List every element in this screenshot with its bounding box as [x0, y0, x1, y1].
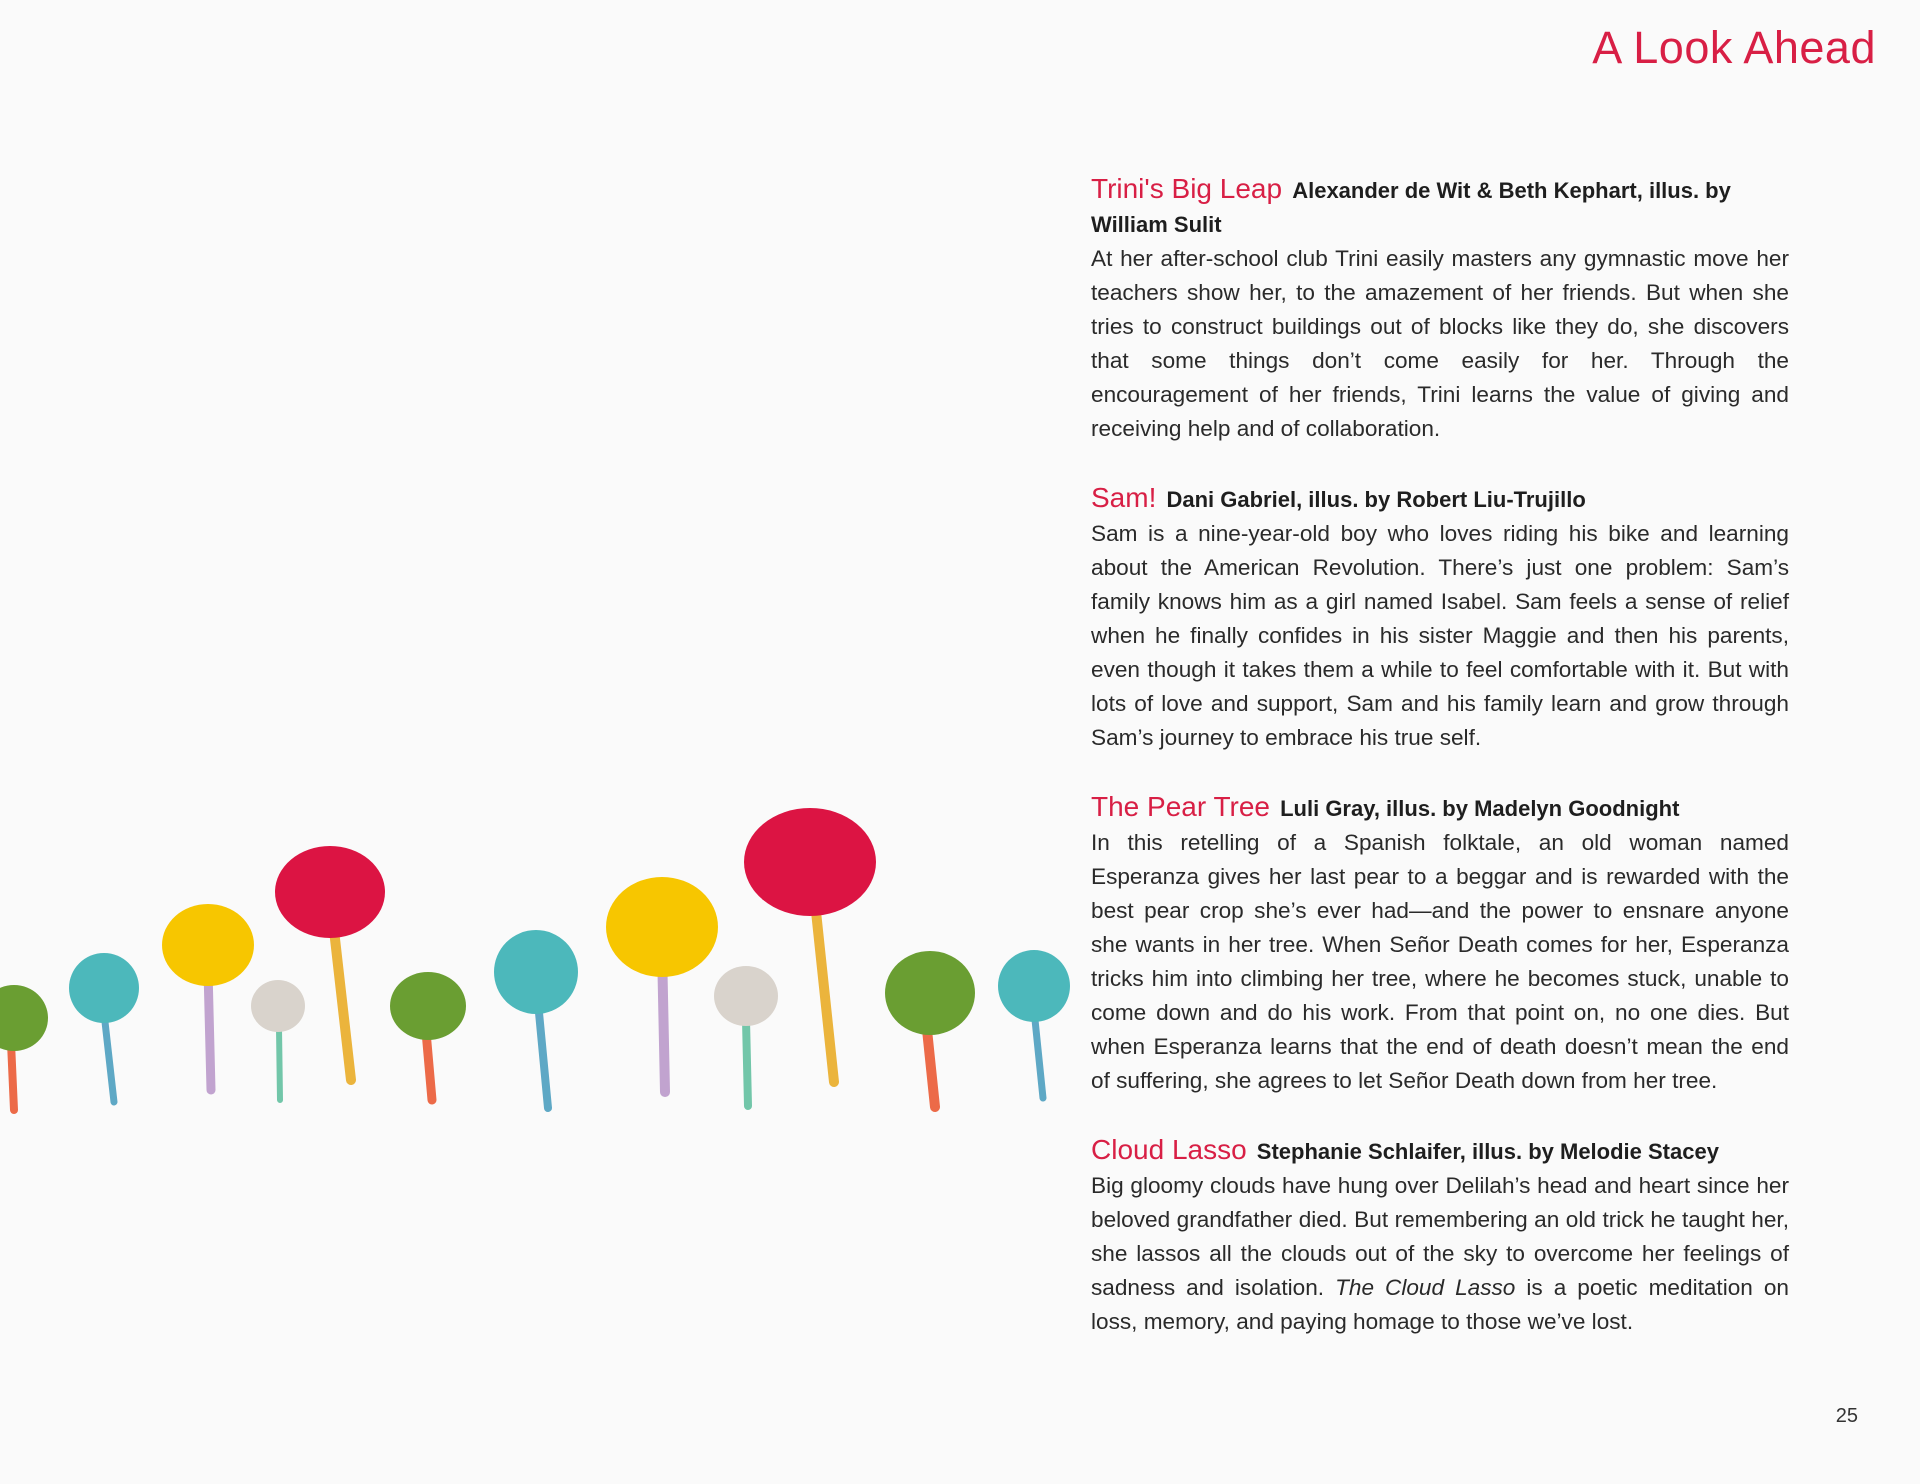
book-entry	[1091, 481, 1789, 755]
book-entry	[1091, 790, 1789, 1098]
book-description	[1091, 1169, 1789, 1339]
tree-green-1	[0, 985, 48, 1110]
book-credit: Luli Gray, illus. by Madelyn Goodnight	[1280, 796, 1680, 821]
book-entry	[1091, 172, 1789, 446]
description-italic-title: The Cloud Lasso	[1335, 1275, 1516, 1300]
tree-grey-2	[714, 966, 778, 1106]
book-list	[1091, 172, 1789, 1374]
book-credit: Stephanie Schlaifer, illus. by Melodie Stacey	[1256, 1139, 1719, 1164]
description-text: is a poetic meditation on loss, memory, and paying homage to those we’ve lost.	[1091, 1275, 1790, 1334]
tree-teal-2	[494, 930, 578, 1108]
tree-red-2	[744, 808, 876, 1082]
description-text: Big gloomy clouds have hung over Delilah’s head and heart since her beloved grandfather died. But remembering an old trick he taught her, she lassos all the clouds out of the sky to overcome her feelings of sadness and isolation.	[1091, 1173, 1789, 1300]
tree-green-2	[390, 972, 466, 1100]
book-description: Sam is a nine-year-old boy who loves riding his bike and learning about the American Revolution. There’s just one problem: Sam’s family knows him as a girl named Isabel. Sam feels a sense of relief when he finally confides in his sister Maggie and then his parents, even though it takes them a while to feel comfortable with it. But with lots of love and support, Sam and his family learn and grow through Sam’s journey to embrace his true self.	[1091, 521, 1789, 750]
book-heading	[1091, 1133, 1789, 1169]
book-title: Trini's Big Leap	[1091, 173, 1283, 204]
book-heading	[1091, 172, 1789, 242]
tree-red-1	[275, 846, 385, 1080]
tree-teal-3	[998, 950, 1070, 1098]
page-number: 25	[1835, 1405, 1858, 1427]
book-title: Sam!	[1091, 482, 1157, 513]
lollipop-trees-illustration	[0, 780, 1080, 1130]
book-description: In this retelling of a Spanish folktale, an old woman named Esperanza gives her last pear to a beggar and is rewarded with the best pear crop she’s ever had—and the power to ensnare anyone she wants in her tree. When Señor Death comes for her, Esperanza tricks him into climbing her tree, where he becomes stuck, unable to come down and do his work. From that point on, no one dies. But when Esperanza learns that the end of death doesn’t mean the end of suffering, she agrees to let Señor Death down from her tree.	[1091, 830, 1789, 1093]
page-title: A Look Ahead	[1592, 22, 1876, 73]
book-title: The Pear Tree	[1091, 791, 1270, 822]
book-description: At her after-school club Trini easily masters any gymnastic move her teachers show her, to the amazement of her friends. But when she tries to construct buildings out of blocks like they do, she discovers that some things don’t come easily for her. Through the encouragement of her friends, Trini learns the value of giving and receiving help and of collaboration.	[1091, 246, 1789, 441]
book-entry	[1091, 1133, 1789, 1339]
book-credit: Dani Gabriel, illus. by Robert Liu-Trujillo	[1166, 487, 1586, 512]
book-credit: Alexander de Wit & Beth Kephart, illus. by William Sulit	[1091, 178, 1731, 237]
tree-yellow-1	[162, 904, 254, 1090]
book-heading	[1091, 481, 1789, 517]
book-title: Cloud Lasso	[1091, 1134, 1247, 1165]
tree-grey-1	[251, 980, 305, 1100]
tree-yellow-2	[606, 877, 718, 1092]
book-heading	[1091, 790, 1789, 826]
tree-teal-1	[69, 953, 139, 1102]
tree-green-3	[885, 951, 975, 1107]
